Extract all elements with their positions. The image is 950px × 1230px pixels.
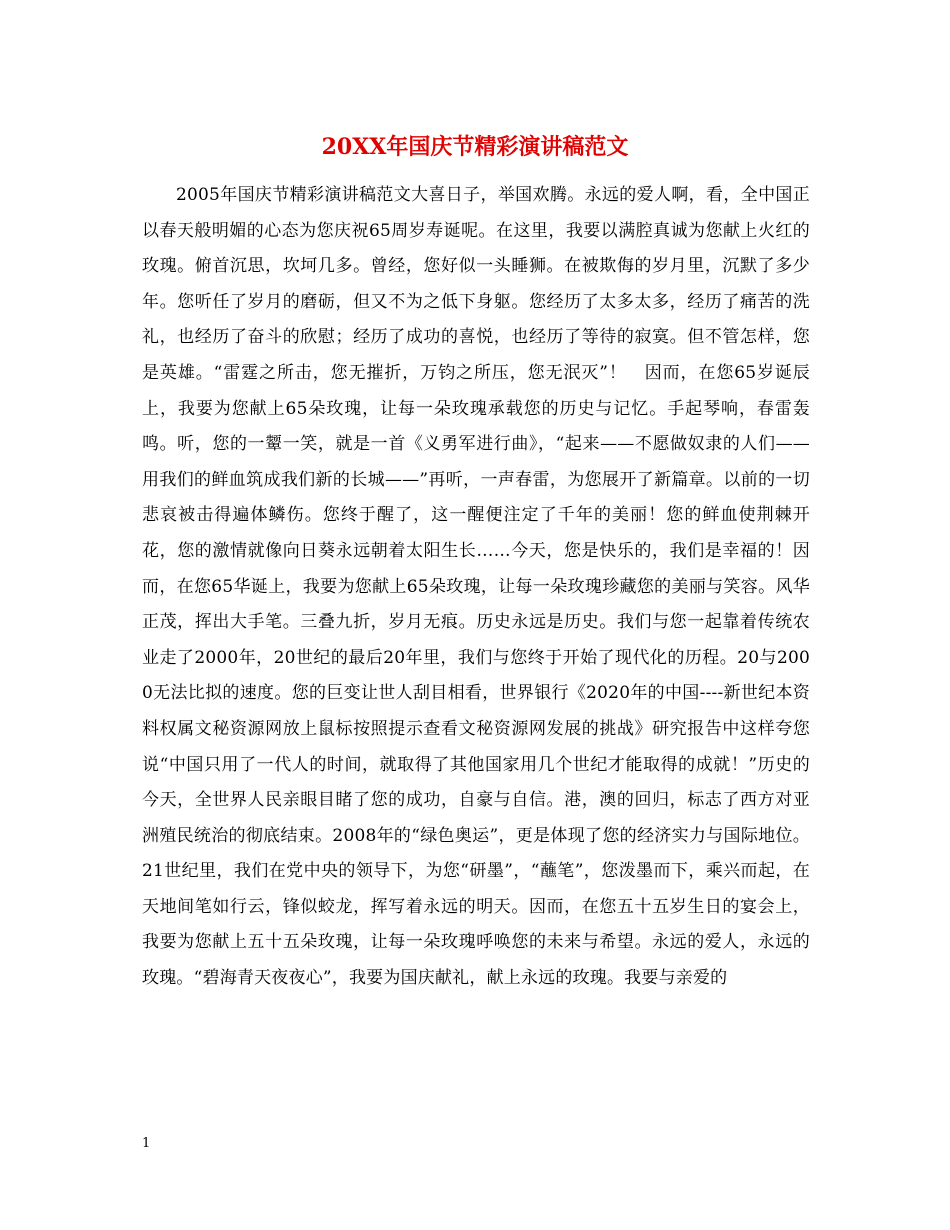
document-body-paragraph: 2005年国庆节精彩演讲稿范文大喜日子，举国欢腾。永远的爱人啊，看，全中国正以春天般明媚的心态为您庆祝65周岁寿诞呢。在这里，我要以满腔真诚为您献上火红的玫瑰。俯首沉思，坎坷几多。曾经，您好似一头睡狮。在被欺侮的岁月里，沉默了多少年。您听任了岁月的磨砺，但又不为之低下身躯。您经历了太多太多，经历了痛苦的洗礼，也经历了奋斗的欣慰；经历了成功的喜悦，也经历了等待的寂寞。但不管怎样，您是英雄。“雷霆之所击，您无摧折，万钧之所压，您无泯灭”！ 因而，在您65岁诞辰上，我要为您献上65朵玫瑰，让每一朵玫瑰承载您的历史与记忆。手起琴响，春雷轰鸣。听，您的一颦一笑，就是一首《义勇军进行曲》，“起来——不愿做奴隶的人们——用我们的鲜血筑成我们新的长城——”再听，一声春雷，为您展开了新篇章。以前的一切悲哀被击得遍体鳞伤。您终于醒了，这一醒便注定了千年的美丽！您的鲜血使荆棘开花，您的激情就像向日葵永远朝着太阳生长……今天，您是快乐的，我们是幸福的！因而，在您65华诞上，我要为您献上65朵玫瑰，让每一朵玫瑰珍藏您的美丽与笑容。风华正茂，挥出大手笔。三叠九折，岁月无痕。历史永远是历史。我们与您一起靠着传统农业走了2000年，20世纪的最后20年里，我们与您终于开始了现代化的历程。20与2000无法比拟的速度。您的巨变让世人刮目相看，世界银行《2020年的中国----新世纪本资料权属文秘资源网放上鼠标按照提示查看文秘资源网发展的挑战》研究报告中这样夸您说“中国只用了一代人的时间，就取得了其他国家用几个世纪才能取得的成就！”历史的今天，全世界人民亲眼目睹了您的成功，自豪与自信。港，澳的回归，标志了西方对亚洲殖民统治的彻底结束。2008年的“绿色奥运”，更是体现了您的经济实力与国际地位。21世纪里，我们在党中央的领导下，为您“研墨”，“蘸笔”，您泼墨而下，乘兴而起，在天地间笔如行云，锋似蛟龙，挥写着永远的明天。因而，在您五十五岁生日的宴会上，我要为您献上五十五朵玫瑰，让每一朵玫瑰呼唤您的未来与希望。永远的爱人，永远的玫瑰。“碧海青天夜夜心”，我要为国庆献礼，献上永远的玫瑰。我要与亲爱的 [142,185,810,989]
document-title: 20XX年国庆节精彩演讲稿范文 [321,134,629,160]
page-number: 1 [142,1136,151,1151]
